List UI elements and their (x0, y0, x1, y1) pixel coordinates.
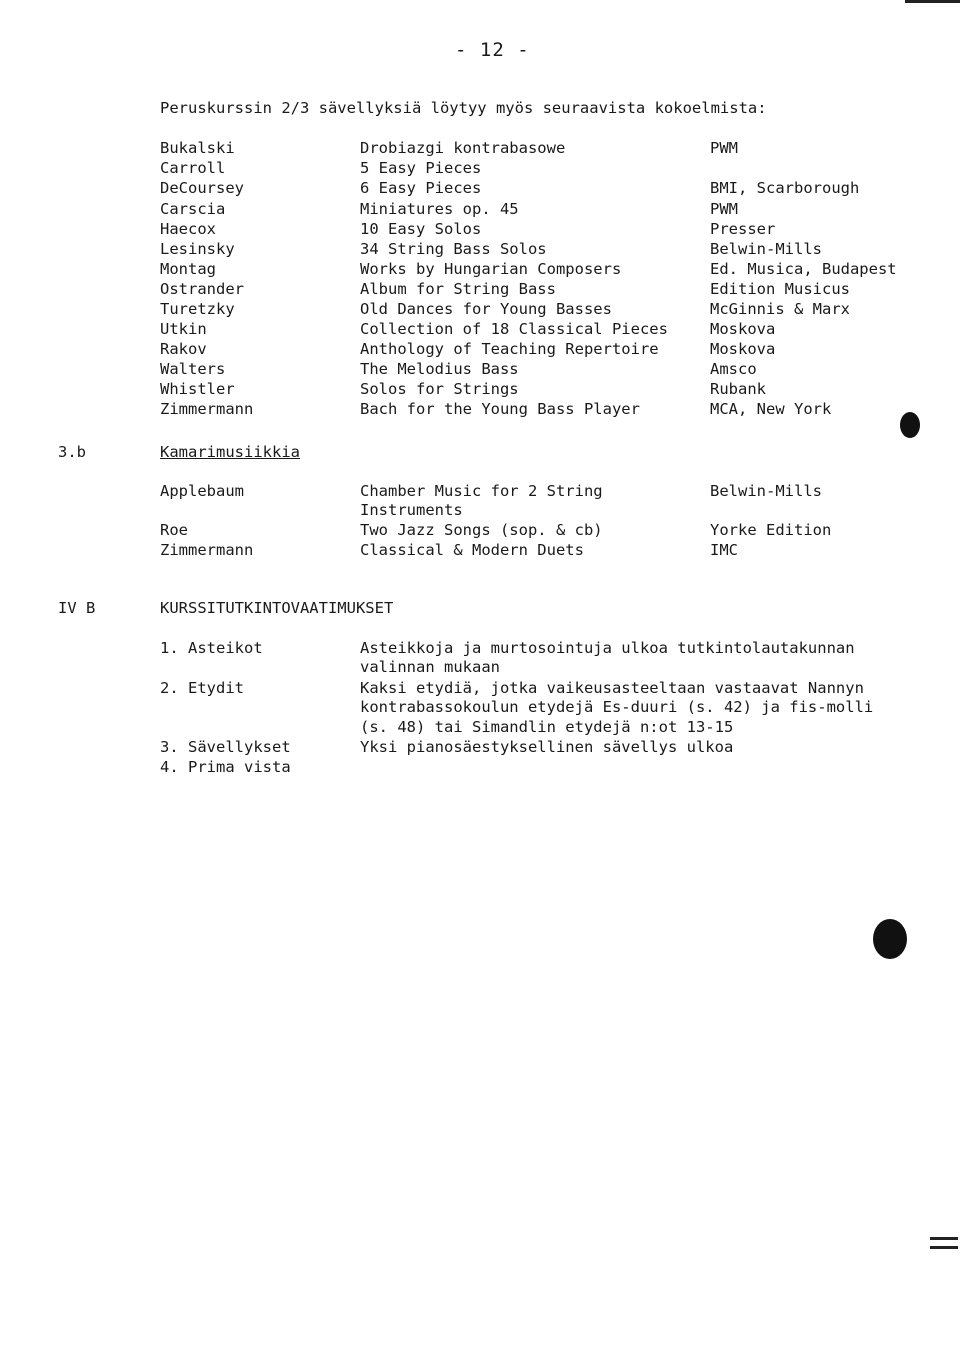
scan-artifact-line (930, 1246, 958, 1249)
section-heading: KURSSITUTKINTOVAATIMUKSET (160, 599, 394, 617)
requirement-text: valinnan mukaan (360, 658, 500, 676)
title: Bach for the Young Bass Player (360, 400, 640, 418)
composer: Utkin (160, 320, 207, 338)
composer: Ostrander (160, 280, 244, 298)
composer: Montag (160, 260, 216, 278)
composer: Carscia (160, 200, 226, 218)
requirement-text: Kaksi etydiä, jotka vaikeusasteeltaan vastaavat Nannyn (360, 679, 864, 697)
composer: Haecox (160, 220, 216, 238)
publisher: Amsco (710, 360, 757, 378)
composer: Whistler (160, 380, 235, 398)
publisher: Yorke Edition (710, 521, 832, 539)
composer: Rakov (160, 340, 207, 358)
section-label: IV B (58, 599, 96, 617)
title: Classical & Modern Duets (360, 541, 584, 559)
scan-artifact-line (930, 1237, 958, 1240)
publisher: Edition Musicus (710, 280, 850, 298)
composer: Applebaum (160, 482, 244, 500)
publisher: Ed. Musica, Budapest (710, 260, 897, 278)
publisher: Belwin-Mills (710, 482, 822, 500)
composer: Zimmermann (160, 400, 254, 418)
publisher: Presser (710, 220, 776, 238)
title: Album for String Bass (360, 280, 556, 298)
composer: Lesinsky (160, 240, 235, 258)
publisher: BMI, Scarborough (710, 179, 860, 197)
section-label: 3.b (58, 443, 86, 461)
requirement-text: Asteikkoja ja murtosointuja ulkoa tutkintolautakunnan (360, 639, 855, 657)
scan-artifact-line (905, 0, 960, 3)
requirement-item: 3. Sävellykset (160, 738, 291, 756)
title: Instruments (360, 501, 463, 519)
requirement-item: 4. Prima vista (160, 758, 291, 776)
composer: Zimmermann (160, 541, 254, 559)
publisher: Belwin-Mills (710, 240, 822, 258)
composer: Walters (160, 360, 226, 378)
title: Solos for Strings (360, 380, 519, 398)
title: 10 Easy Solos (360, 220, 482, 238)
publisher: Moskova (710, 320, 776, 338)
publisher: Moskova (710, 340, 776, 358)
title: Chamber Music for 2 String (360, 482, 603, 500)
publisher: McGinnis & Marx (710, 300, 850, 318)
publisher: PWM (710, 139, 738, 157)
title: 6 Easy Pieces (360, 179, 482, 197)
title: Anthology of Teaching Repertoire (360, 340, 659, 358)
requirement-text: Yksi pianosäestyksellinen sävellys ulkoa (360, 738, 734, 756)
publisher: Rubank (710, 380, 766, 398)
requirement-text: (s. 48) tai Simandlin etydejä n:ot 13-15 (360, 718, 734, 736)
title: 34 String Bass Solos (360, 240, 547, 258)
intro-text: Peruskurssin 2/3 sävellyksiä löytyy myös seuraavista kokoelmista: (160, 99, 767, 117)
publisher: PWM (710, 200, 738, 218)
title: Collection of 18 Classical Pieces (360, 320, 668, 338)
title: Miniatures op. 45 (360, 200, 519, 218)
composer: Turetzky (160, 300, 235, 318)
title: Two Jazz Songs (sop. & cb) (360, 521, 603, 539)
title: Drobiazgi kontrabasowe (360, 139, 566, 157)
requirement-item: 1. Asteikot (160, 639, 263, 657)
publisher: IMC (710, 541, 738, 559)
section-heading: Kamarimusiikkia (160, 443, 300, 461)
composer: Carroll (160, 159, 226, 177)
publisher: MCA, New York (710, 400, 832, 418)
hole-punch-mark (900, 412, 920, 438)
page-number: - 12 - (455, 39, 530, 61)
requirement-text: kontrabassokoulun etydejä Es-duuri (s. 42) ja fis-molli (360, 698, 874, 716)
title: The Melodius Bass (360, 360, 519, 378)
composer: Roe (160, 521, 188, 539)
composer: Bukalski (160, 139, 235, 157)
hole-punch-mark (873, 919, 907, 959)
composer: DeCoursey (160, 179, 244, 197)
title: Works by Hungarian Composers (360, 260, 622, 278)
title: 5 Easy Pieces (360, 159, 482, 177)
title: Old Dances for Young Basses (360, 300, 612, 318)
requirement-item: 2. Etydit (160, 679, 244, 697)
